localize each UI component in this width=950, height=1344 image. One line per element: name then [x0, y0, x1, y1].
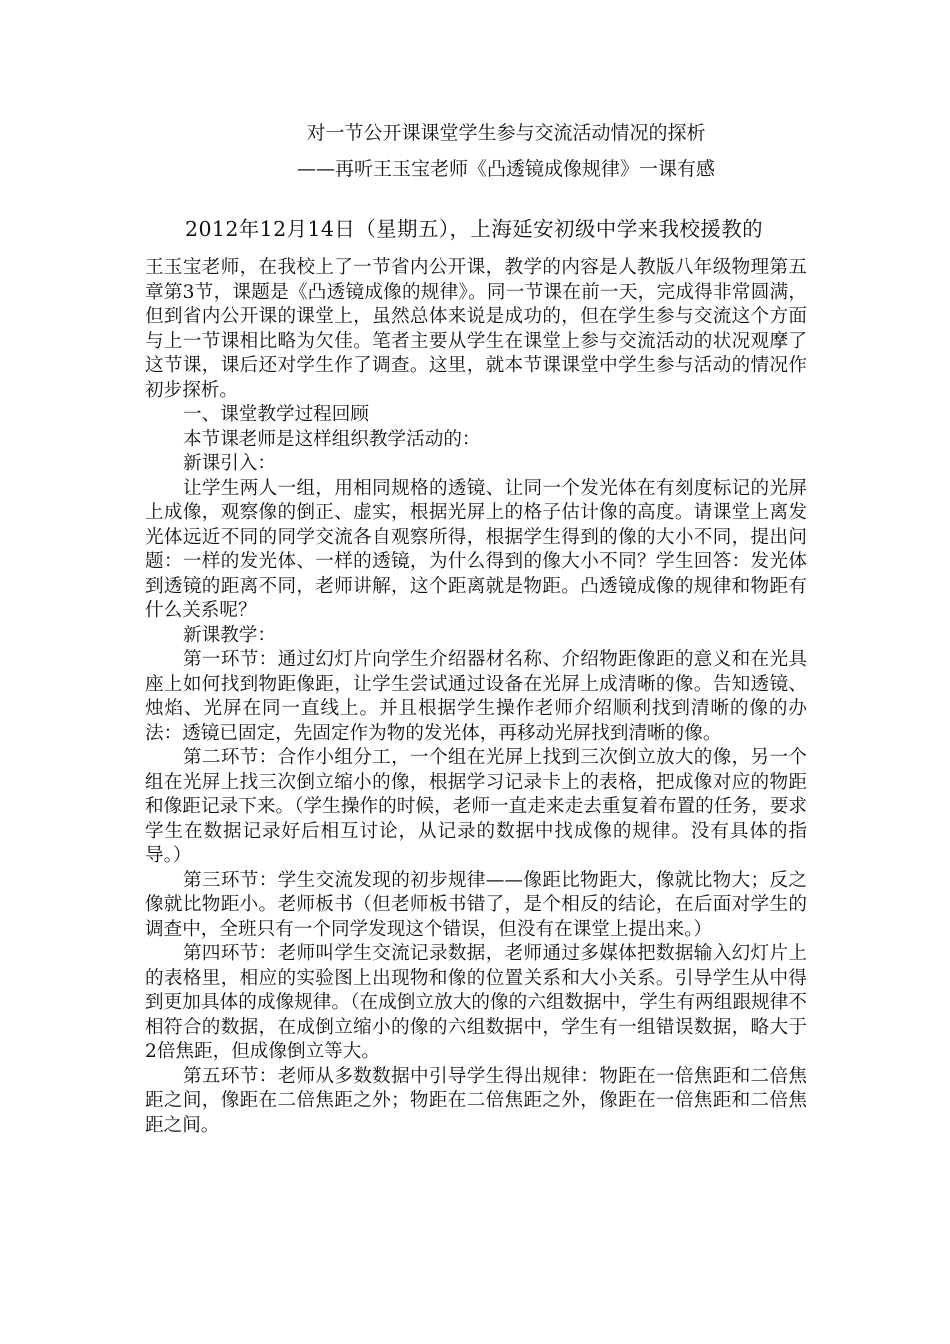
paragraph-step-5: 第五环节：老师从多数数据中引导学生得出规律：物距在一倍焦距和二倍焦距之间，像距在二倍焦距之外；物距在二倍焦距之外，像距在一倍焦距和二倍焦距之间。	[145, 1065, 807, 1136]
paragraph-step-4: 第四环节：老师叫学生交流记录数据，老师通过多媒体把数据输入幻灯片上的表格里，相应的实验图上出现物和像的位置关系和大小关系。引导学生从中得到更加具体的成像规律。（在成倒立放大的像的六组数据中，学生有两组跟规律不相符合的数据，在成倒立缩小的像的六组数据中，学生有一组错误数据，略大于2倍焦距，但成像倒立等大。	[145, 943, 807, 1062]
subheading-lesson-intro: 新课引入：	[183, 453, 276, 474]
paragraph-step-1: 第一环节：通过幻灯片向学生介绍器材名称、介绍物距像距的意义和在光具座上如何找到物距像距，让学生尝试通过设备在光屏上成清晰的像。告知透镜、烛焰、光屏在同一直线上。并且根据学生操作老师介绍顺利找到清晰的像的办法：透镜已固定，先固定作为物的发光体，再移动光屏找到清晰的像。	[145, 649, 807, 744]
paragraph-step-2: 第二环节：合作小组分工，一个组在光屏上找到三次倒立放大的像，另一个组在光屏上找三次倒立缩小的像，根据学习记录卡上的表格，把成像对应的物距和像距记录下来。（学生操作的时候，老师一直走来走去重复着布置的任务，要求学生在数据记录好后相互讨论，从记录的数据中找成像的规律。没有具体的指导。）	[145, 747, 807, 866]
section-heading-review: 一、课堂教学过程回顾	[183, 404, 369, 425]
subheading-new-lesson: 新课教学：	[183, 624, 276, 646]
date-line: 2012年12月14日（星期五），上海延安初级中学来我校援教的	[185, 217, 763, 241]
paragraph-intro: 王玉宝老师，在我校上了一节省内公开课，教学的内容是人教版八年级物理第五章第3节，课题是《凸透镜成像的规律》。同一节课在前一天，完成得非常圆满，但到省内公开课的课堂上，虽然总体来说是成功的，但在学生参与交流这个方面与上一节课相比略为欠佳。笔者主要从学生在课堂上参与交流活动的状况观摩了这节课，课后还对学生作了调查。这里，就本节课课堂中学生参与活动的情况作初步探析。	[145, 257, 807, 401]
document-title: 对一节公开课课堂学生参与交流活动情况的探析	[306, 122, 706, 144]
paragraph-lesson-intro: 让学生两人一组，用相同规格的透镜、让同一个发光体在有刻度标记的光屏上成像，观察像的倒正、虚实，根据光屏上的格子估计像的高度。请课堂上离发光体远近不同的同学交流各自观察所得，根据学生得到的像的大小不同，提出问题：一样的发光体、一样的透镜，为什么得到的像大小不同？学生回答：发光体到透镜的距离不同，老师讲解，这个距离就是物距。凸透镜成像的规律和物距有什么关系呢？	[145, 477, 807, 621]
paragraph-organization: 本节课老师是这样组织教学活动的：	[183, 428, 481, 450]
document-body	[145, 256, 807, 1138]
document-subtitle: ——再听王玉宝老师《凸透镜成像规律》一课有感	[296, 158, 715, 180]
document-page	[145, 118, 807, 1138]
paragraph-step-3: 第三环节：学生交流发现的初步规律——像距比物距大，像就比物大；反之像就比物距小。老师板书（但老师板书错了，是个相反的结论，在后面对学生的调查中，全班只有一个同学发现这个错误，但没有在课堂上提出来。）	[145, 869, 807, 940]
